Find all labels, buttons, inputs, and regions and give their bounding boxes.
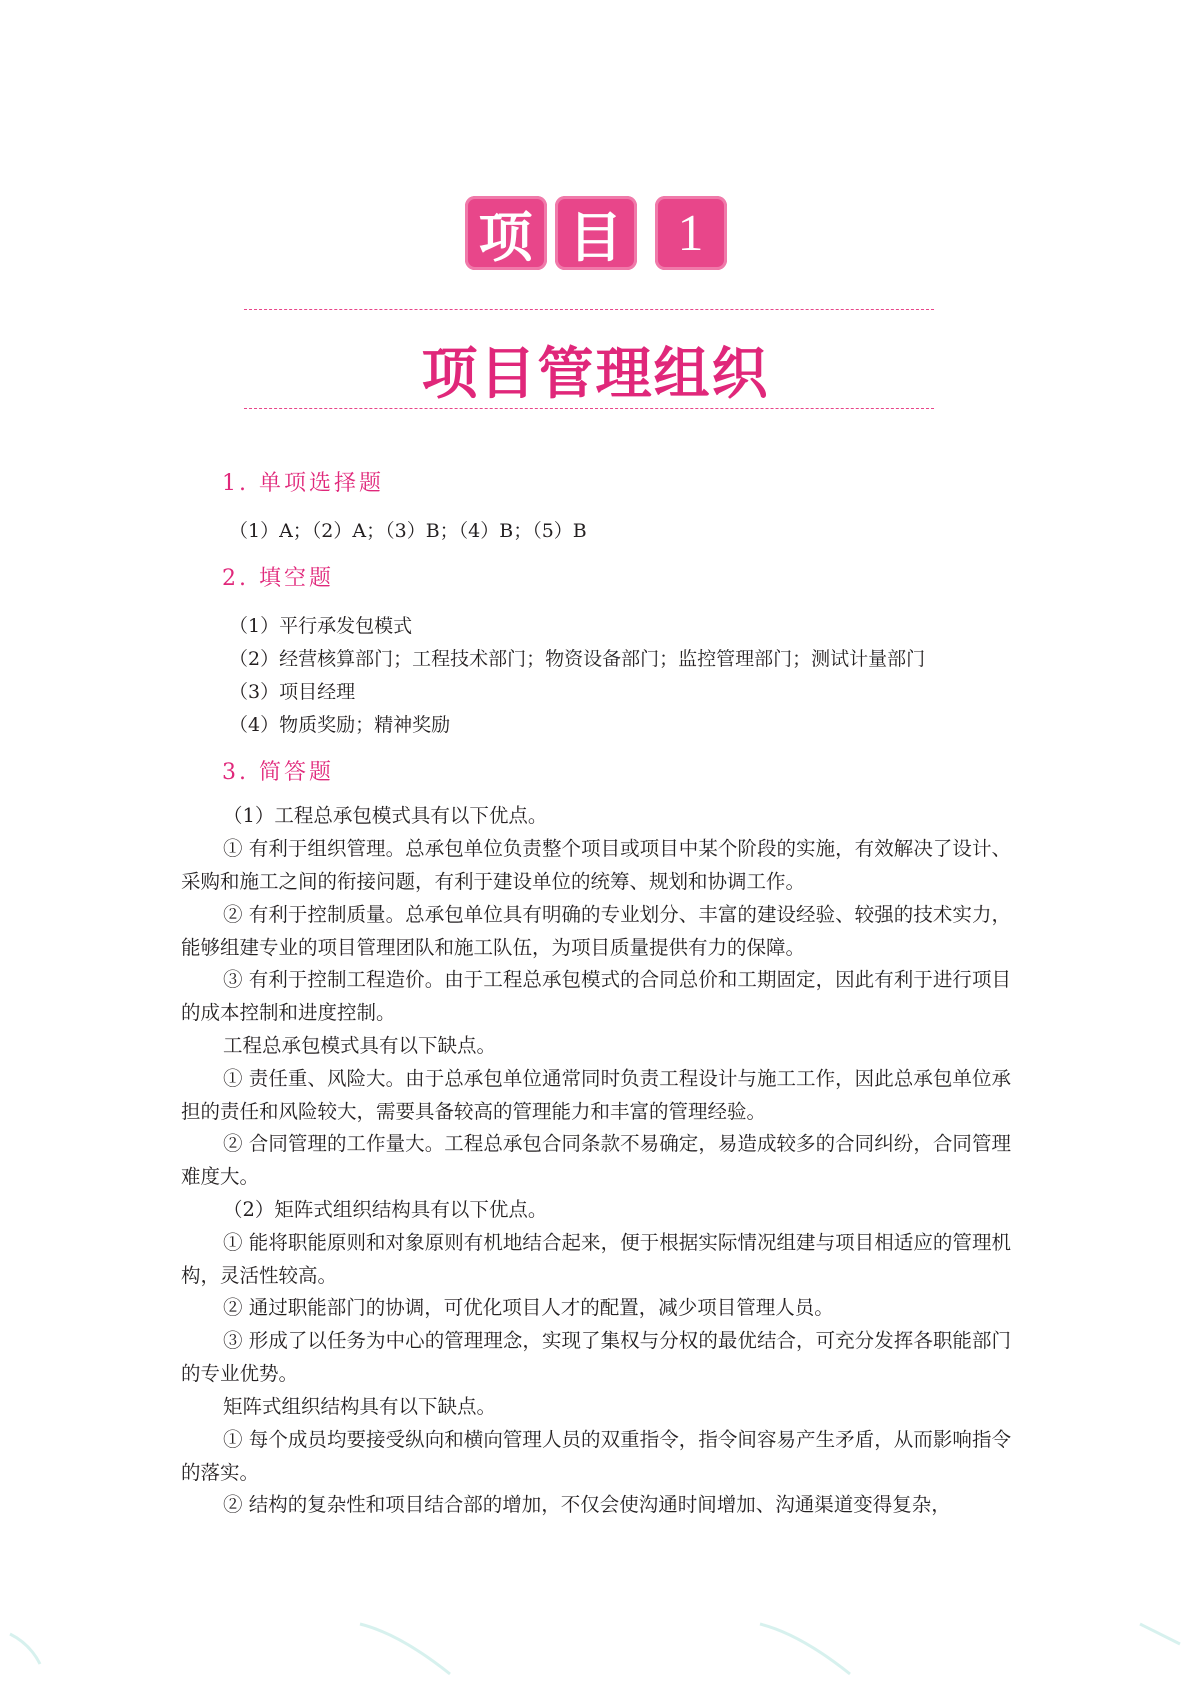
section-heading: 2. 填空题 — [222, 566, 334, 591]
divider-top — [244, 309, 934, 310]
answer-line: （1）平行承发包模式 — [229, 615, 413, 637]
answer-paragraph: 工程总承包模式具有以下缺点。 — [223, 1034, 497, 1057]
badge-char: 项 — [465, 196, 547, 270]
answer-paragraph: （2）矩阵式组织结构具有以下优点。 — [223, 1198, 548, 1221]
answer-paragraph: 矩阵式组织结构具有以下缺点。 — [223, 1395, 497, 1418]
answer-line: （4）物质奖励；精神奖励 — [229, 714, 451, 736]
badge-char: 目 — [555, 196, 637, 270]
divider-bottom — [244, 408, 934, 409]
answer-paragraph: ③ 形成了以任务为中心的管理理念，实现了集权与分权的最优结合，可充分发挥各职能部门的专业优势。 — [181, 1329, 1011, 1385]
answer-paragraph: ① 有利于组织管理。总承包单位负责整个项目或项目中某个阶段的实施，有效解决了设计、采购和施工之间的衔接问题，有利于建设单位的统筹、规划和协调工作。 — [181, 837, 1011, 893]
answer-line: （2）经营核算部门；工程技术部门；物资设备部门；监控管理部门；测试计量部门 — [229, 648, 926, 670]
section-heading: 1. 单项选择题 — [222, 471, 384, 496]
watermark-icon — [0, 1604, 1191, 1684]
chapter-badge — [0, 196, 1191, 270]
answer-line: （3）项目经理 — [229, 681, 356, 703]
answer-paragraph: ② 结构的复杂性和项目结合部的增加，不仅会使沟通时间增加、沟通渠道变得复杂， — [223, 1493, 951, 1516]
answer-paragraph: ② 有利于控制质量。总承包单位具有明确的专业划分、丰富的建设经验、较强的技术实力，能够组建专业的项目管理团队和施工队伍，为项目质量提供有力的保障。 — [181, 903, 1011, 959]
section-heading: 3. 简答题 — [222, 760, 334, 785]
answer-paragraph: ② 通过职能部门的协调，可优化项目人才的配置，减少项目管理人员。 — [223, 1296, 834, 1319]
answer-paragraph: ③ 有利于控制工程造价。由于工程总承包模式的合同总价和工期固定，因此有利于进行项目的成本控制和进度控制。 — [181, 968, 1011, 1024]
badge-number: 1 — [655, 196, 727, 270]
page-title: 项目管理组织 — [421, 342, 770, 407]
answer-paragraph: （1）工程总承包模式具有以下优点。 — [223, 804, 548, 827]
answer-paragraph: ① 每个成员均要接受纵向和横向管理人员的双重指令，指令间容易产生矛盾，从而影响指令的落实。 — [181, 1428, 1011, 1484]
answer-line: （1）A；（2）A；（3）B；（4）B；（5）B — [229, 520, 587, 542]
answer-paragraph: ② 合同管理的工作量大。工程总承包合同条款不易确定，易造成较多的合同纠纷，合同管理难度大。 — [181, 1132, 1011, 1188]
answer-paragraph: ① 责任重、风险大。由于总承包单位通常同时负责工程设计与施工工作，因此总承包单位承担的责任和风险较大，需要具备较高的管理能力和丰富的管理经验。 — [181, 1067, 1011, 1123]
answer-paragraph: ① 能将职能原则和对象原则有机地结合起来，便于根据实际情况组建与项目相适应的管理机构，灵活性较高。 — [181, 1231, 1011, 1287]
